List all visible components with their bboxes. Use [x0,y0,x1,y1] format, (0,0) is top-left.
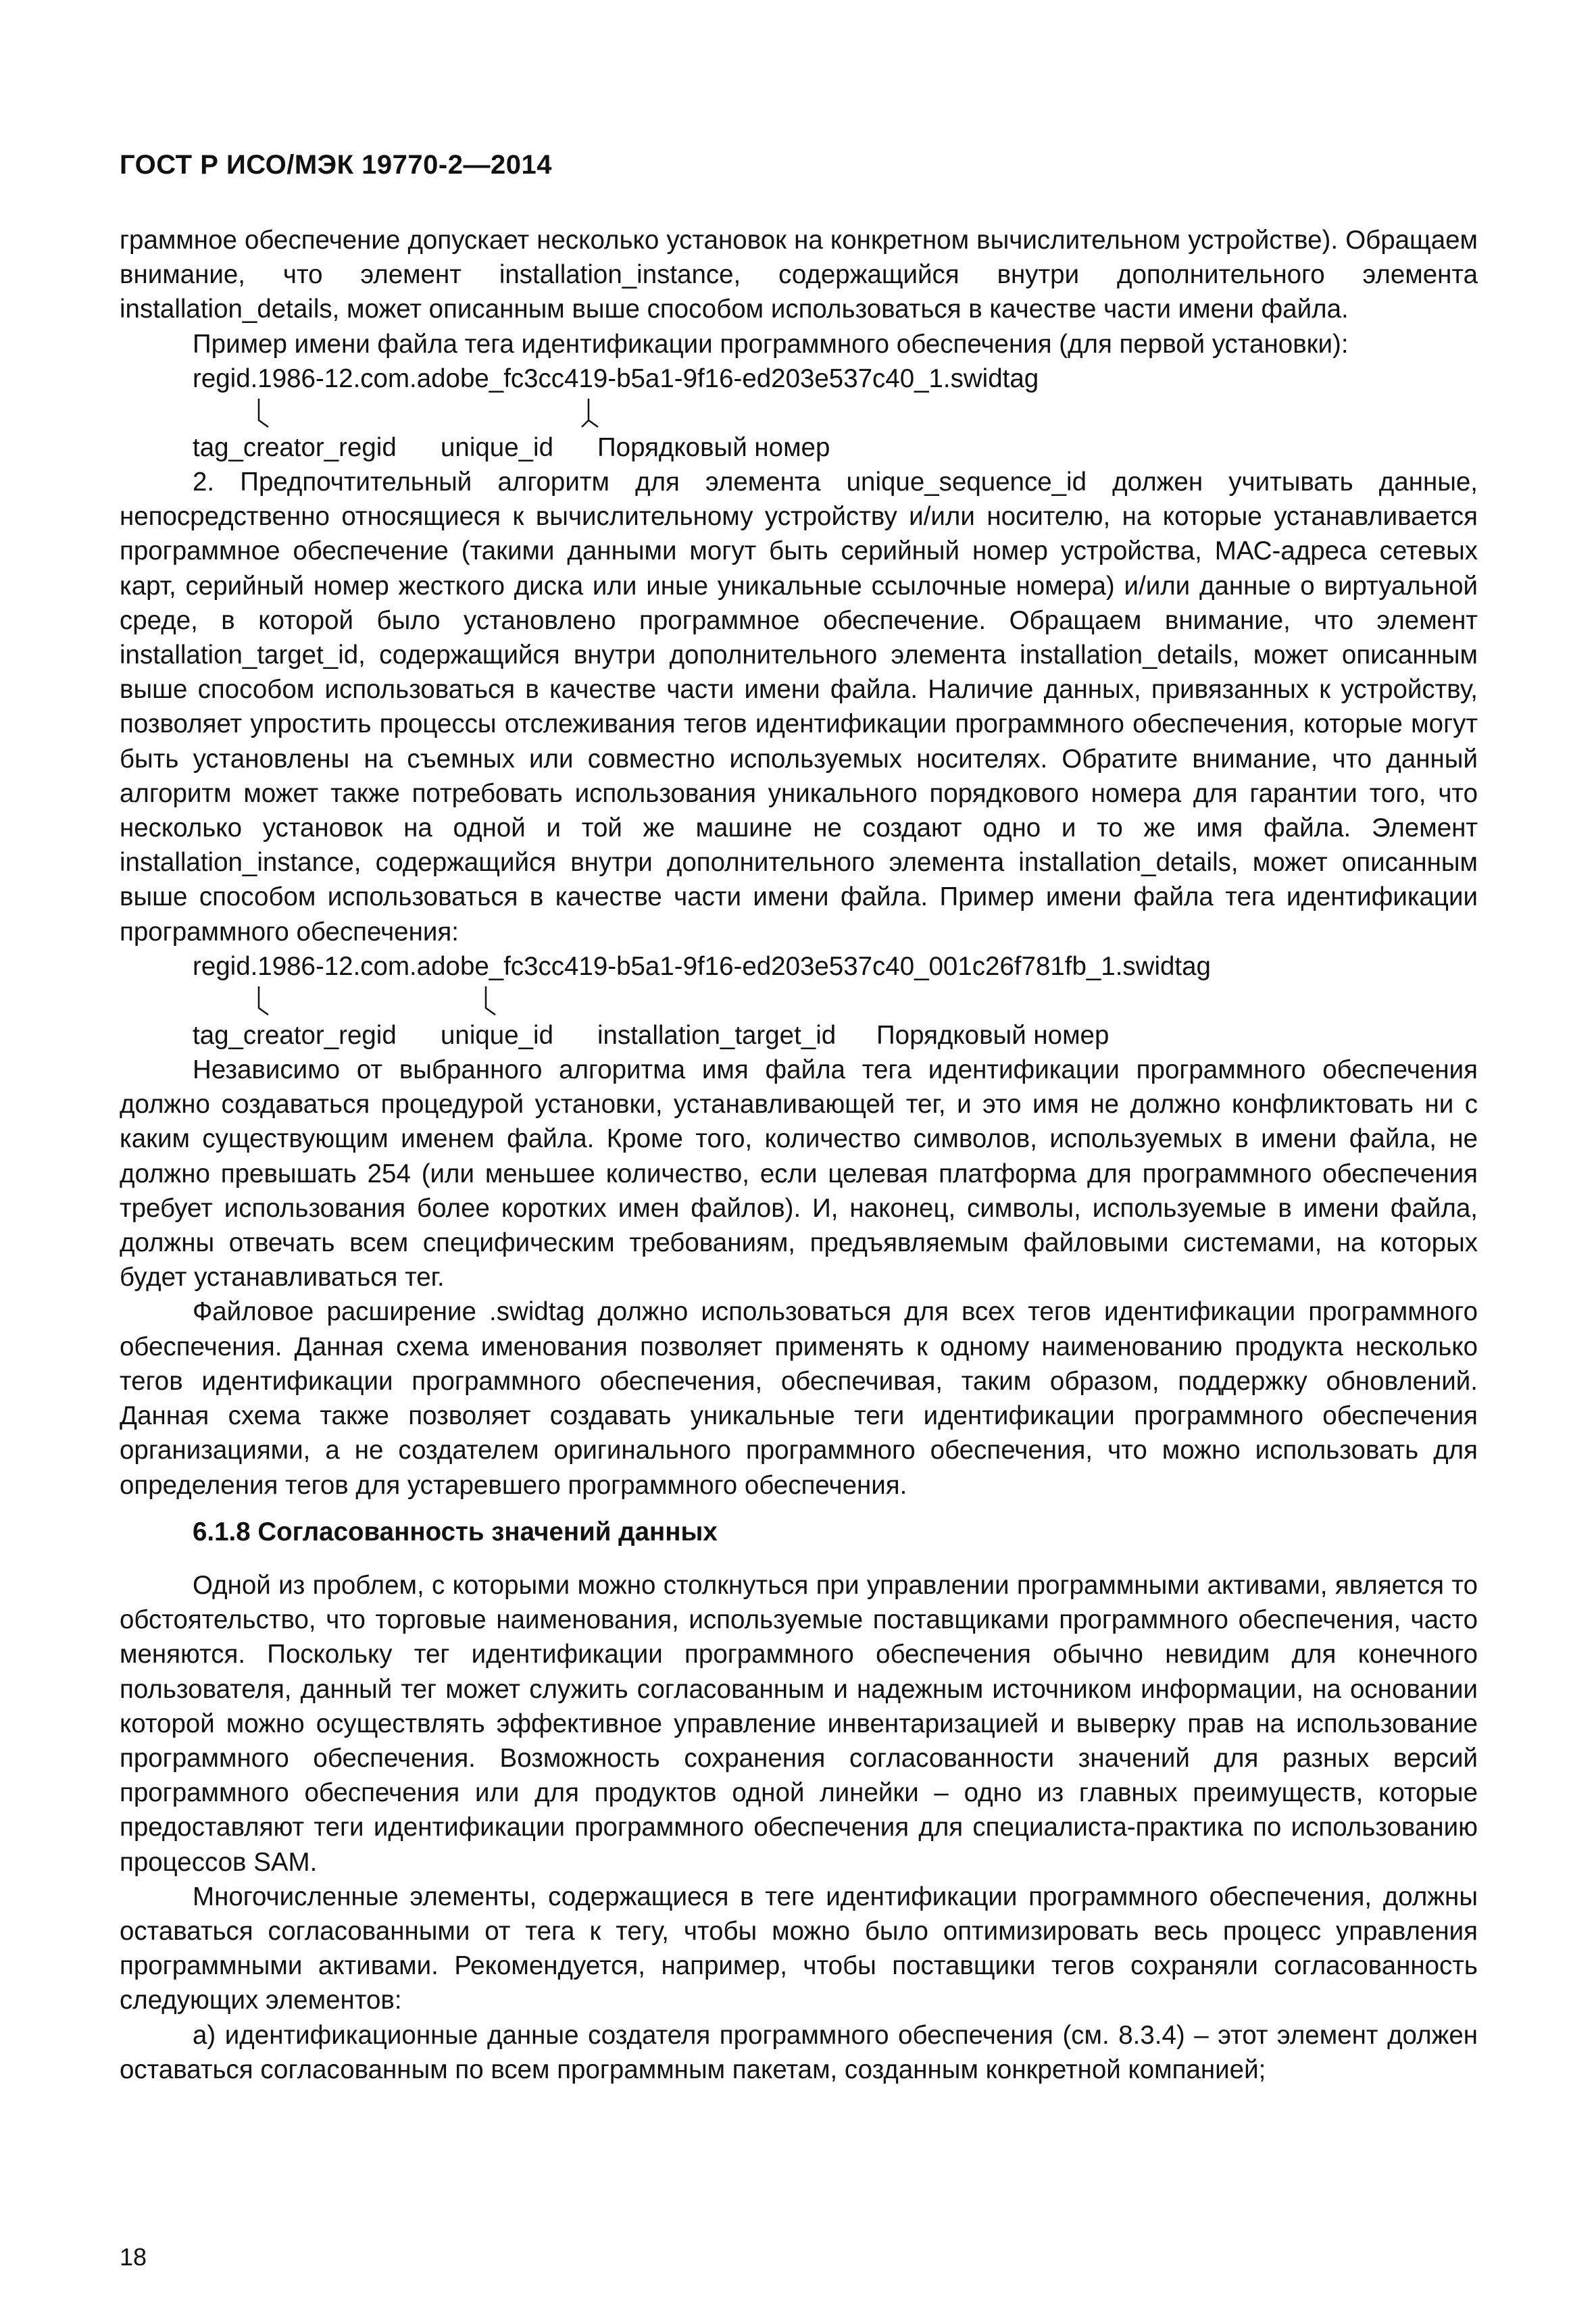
paragraph: Пример имени файла тега идентификации программного обеспечения (для первой установки): [193,329,1349,359]
example-labels [120,430,1478,465]
label-installation-target-id: installation_target_id [597,1021,837,1051]
document-header: ГОСТ Р ИСО/МЭК 19770-2—2014 [120,150,552,180]
paragraph: Независимо от выбранного алгоритма имя файла тега идентификации программного обеспечения должно создаваться процедурой установки, устанавливающей тег, и это имя не должно конфликтовать ни с каким существующим именем файла. Кроме того, количество символов, используемых в имени файла, не должно превышать 254 (или меньшее количество, если целевая платформа для программного обеспечения требует использования более коротких имен файлов). И, наконец, символы, используемые в имени файла, должны отвечать всем специфическим требованиям, предъявляемым файловыми системами, на которых будет устанавливаться тег. [120,1055,1478,1292]
label-sequence-number: Порядковый номер [876,1021,1109,1051]
filename-example: regid.1986-12.com.adobe_fc3cc419-b5a1-9f16-ed203e537c40_1.swidtag [193,363,1039,393]
annotation-lines [120,396,1478,430]
filename-example: regid.1986-12.com.adobe_fc3cc419-b5a1-9f16-ed203e537c40_001c26f781fb_1.swidtag [193,951,1211,981]
paragraph: Многочисленные элементы, содержащиеся в теге идентификации программного обеспечения, должны оставаться согласованными от тега к тегу, чтобы можно было оптимизировать весь процесс управления программными активами. Рекомендуется, например, чтобы поставщики тегов сохраняли согласованность следующих элементов: [120,1882,1478,2015]
label-unique-id: unique_id [441,433,553,463]
paragraph: Файловое расширение .swidtag должно использоваться для всех тегов идентификации программного обеспечения. Данная схема именования позволяет применять к одному наименованию продукта несколько тегов идентификации программного обеспечения, обеспечивая, таким образом, поддержку обновлений. Данная схема также позволяет создавать уникальные теги идентификации программного обеспечения организациями, а не создателем оригинального программного обеспечения, что можно использовать для определения тегов для устаревшего программного обеспечения. [120,1297,1478,1500]
example-arrows [120,396,1478,430]
page-number: 18 [120,2243,147,2271]
example-arrows [120,984,1478,1018]
label-tag-creator-regid: tag_creator_regid [193,1021,397,1051]
paragraph: Одной из проблем, с которыми можно столкнуться при управлении программными активами, является то обстоятельство, что торговые наименования, используемые поставщиками программного обеспечения, часто меняются. Поскольку тег идентификации программного обеспечения обычно невидим для конечного пользователя, данный тег может служить согласованным и надежным источником информации, на основании которой можно осуществлять эффективное управление инвентаризацией и выверку прав на использование программного обеспечения. Возможность сохранения согласованности значений для разных версий программного обеспечения или для продуктов одной линейки – одно из главных преимуществ, которые предоставляют теги идентификации программного обеспечения для специалиста-практика по использованию процессов SAM. [120,1570,1478,1877]
document-body [120,223,1478,2087]
paragraph: а) идентификационные данные создателя программного обеспечения (см. 8.3.4) – этот элемент должен оставаться согласованным по всем программным пакетам, созданным конкретной компанией; [120,2020,1478,2084]
paragraph: 2. Предпочтительный алгоритм для элемента unique_sequence_id должен учитывать данные, непосредственно относящиеся к вычислительному устройству и/или носителю, на которые устанавливается программное обеспечение (такими данными могут быть серийный номер устройства, МАС-адреса сетевых карт, серийный номер жесткого диска или иные уникальные ссылочные номера) и/или данные о виртуальной среде, в которой было установлено программное обеспечение. Обращаем внимание, что элемент installation_target_id, содержащийся внутри дополнительного элемента installation_details, может описанным выше способом использоваться в качестве части имени файла. Наличие данных, привязанных к устройству, позволяет упростить процессы отслеживания тегов идентификации программного обеспечения, которые могут быть установлены на съемных или совместно используемых носителях. Обратите внимание, что данный алгоритм может также потребовать использования уникального порядкового номера для гарантии того, что несколько установок на одной и той же машине не создают одно и то же имя файла. Элемент installation_instance, содержащийся внутри дополнительного элемента installation_details, может описанным выше способом использоваться в качестве части имени файла. Пример имени файла тега идентификации программного обеспечения: [120,468,1478,947]
annotation-lines [120,984,1478,1018]
example-labels [120,1018,1478,1053]
label-sequence-number: Порядковый номер [597,433,830,463]
label-unique-id: unique_id [441,1021,553,1051]
paragraph: граммное обеспечение допускает несколько установок на конкретном вычислительном устройстве). Обращаем внимание, что элемент installation_instance, содержащийся внутри дополнительного элемента installation_details, может описанным выше способом использоваться в качестве части имени файла. [120,226,1478,324]
section-heading: 6.1.8 Согласованность значений данных [193,1517,718,1546]
label-tag-creator-regid: tag_creator_regid [193,433,397,463]
